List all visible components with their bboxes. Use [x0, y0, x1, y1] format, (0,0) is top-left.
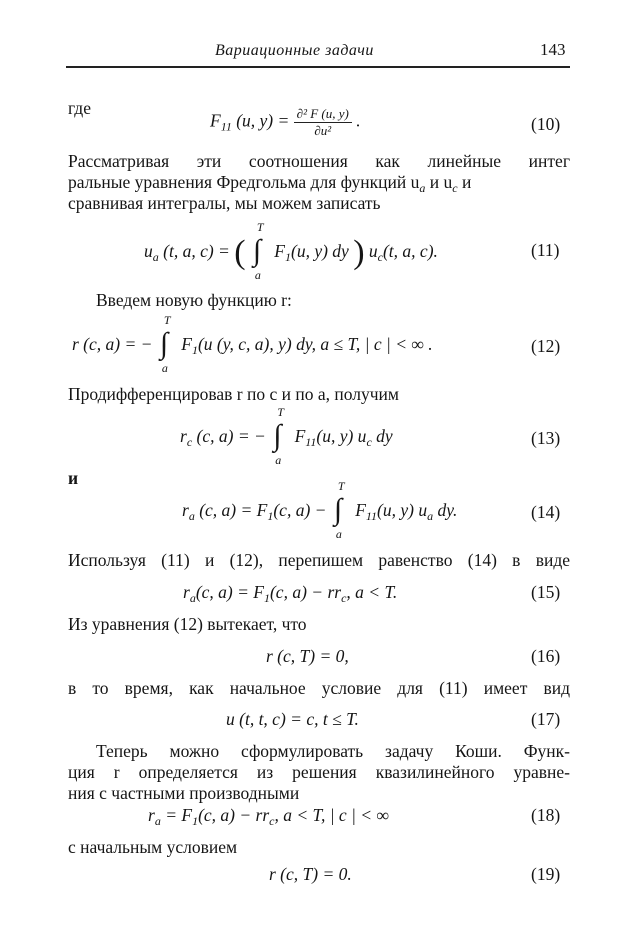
text-line-10: в то время, как начальное условие для (11) имеет вид	[68, 678, 570, 698]
text-line-8: Используя (11) и (12), перепишем равенство (14) в виде	[68, 550, 570, 570]
text-line-4: сравнивая интегралы, мы можем записать	[68, 193, 381, 213]
running-header-title: Вариационные задачи	[215, 42, 374, 59]
equation-18: $r_a = F_1(c$, $a) - rr_c$, a < T, | c | < ∞	[148, 805, 389, 828]
text-line-3: ральные уравнения Фредгольма для функций $u_a$ и $u_c$ и	[68, 172, 472, 195]
page-number: 143	[540, 40, 566, 59]
header-rule	[66, 66, 570, 68]
text-line-13: ния с частными производными	[68, 783, 300, 803]
text-line-9: Из уравнения (12) вытекает, что	[68, 614, 307, 634]
equation-label-13: (13)	[531, 428, 561, 448]
equation-label-19: (19)	[531, 864, 561, 884]
text-line-14: с начальным условием	[68, 837, 238, 857]
equation-label-14: (14)	[531, 502, 561, 522]
equation-label-10: (10)	[531, 114, 561, 134]
equation-19: r (c, T) = 0.	[269, 864, 352, 884]
text-line-11: Теперь можно сформулировать задачу Коши. Функ-	[96, 741, 570, 761]
equation-13: $r_c$ (c, a) = − ∫ T a $F_{11}(u$, y) $u_c$ dy	[180, 405, 393, 467]
text-line-12: ция r определяется из решения квазилинейного уравне-	[68, 762, 570, 782]
equation-label-16: (16)	[531, 646, 561, 666]
equation-11: $u_a$ (t, a, c) = ( ∫ T a $F_1(u$, y) dy ) $u_c(t$, a, c).	[144, 220, 438, 282]
equation-14: $r_a$ (c, $a) = F_1(c$, a) − ∫ T a $F_{11}(u$, y) $u_a$ dy.	[182, 479, 458, 541]
text-line-2: Рассматривая эти соотношения как линейные интег	[68, 151, 570, 171]
equation-12: r (c, a) = − ∫ T a $F_1(u$ (y, c, a), y) dy, a ≤ T, | c | < ∞ .	[72, 313, 433, 375]
equation-label-17: (17)	[531, 709, 561, 729]
equation-10: $F_{11}$ (u, y) = $\frac{\text{∂² F (u, y)}}{\text{∂u²}}$ .	[210, 106, 361, 138]
equation-label-12: (12)	[531, 336, 561, 356]
text-line-7: и	[68, 468, 79, 488]
equation-label-15: (15)	[531, 582, 561, 602]
equation-label-11: (11)	[531, 240, 560, 260]
text-line-5: Введем новую функцию r:	[96, 290, 292, 310]
text-line-1: где	[68, 98, 91, 118]
equation-label-18: (18)	[531, 805, 561, 825]
equation-16: r (c, T) = 0,	[266, 646, 349, 666]
text-line-6: Продифференцировав r по c и по a, получим	[68, 384, 399, 404]
equation-15: $r_a(c$, $a) = F_1(c$, $a) - rr_c$, a < T.	[183, 582, 398, 605]
equation-17: u (t, t, c) = c, t ≤ T.	[226, 709, 359, 729]
